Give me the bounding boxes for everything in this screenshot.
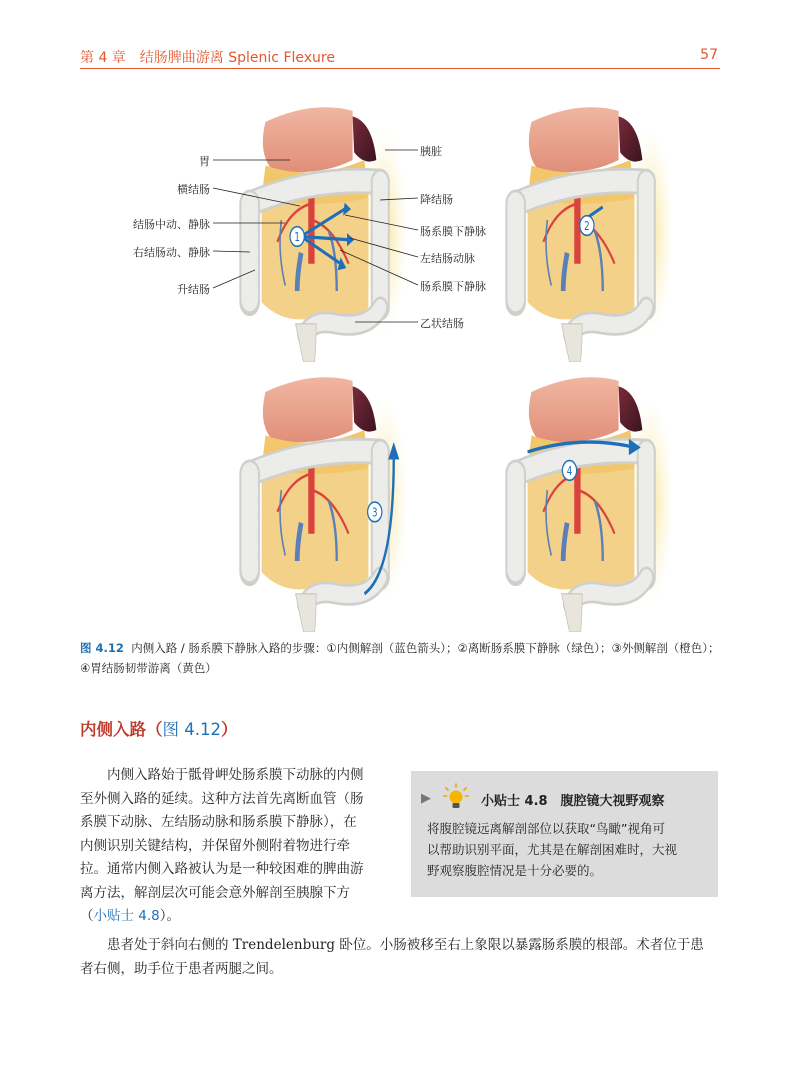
tip-title: 小贴士 4.8 腹腔镜大视野观察 <box>481 794 665 809</box>
step-number: 2 <box>584 219 590 234</box>
para2-line: 患者处于斜向右侧的 Trendelenburg 卧位。小肠被移至右上象限以暴露肠系膜的根部。术者位于患 <box>107 937 704 953</box>
page-number: 57 <box>700 47 718 63</box>
section-paren-close: ） <box>220 720 238 739</box>
body-paragraph-2 <box>80 934 720 981</box>
tip-body <box>427 818 712 881</box>
tip-line: 以帮助识别平面，尤其是在解剖困难时，大视 <box>427 842 678 857</box>
para1-line: 拉。通常内侧入路被认为是一种较困难的脾曲游 <box>80 861 364 877</box>
caption-text: 内侧入路 / 肠系膜下静脉入路的步骤：①内侧解剖（蓝色箭头）；②离断肠系膜下静脉（绿色）；③外侧解剖（橙色）；④胃结肠韧带游离（黄色） <box>80 641 720 675</box>
lightbulb-icon <box>443 783 469 813</box>
label-stomach: 胃 <box>199 155 210 168</box>
para1-last-line <box>80 905 386 929</box>
para1-line: 至外侧入路的延续。这种方法首先离断血管（肠 <box>80 790 364 807</box>
figure-panel-4 <box>484 370 674 632</box>
step-number: 3 <box>371 505 378 520</box>
tip-line: 将腹腔镜远离解剖部位以获取“鸟瞰”视角可 <box>427 821 665 836</box>
triangle-right-icon: ▶ <box>421 791 431 806</box>
label-transverse-colon: 横结肠 <box>177 183 210 196</box>
leader-lines <box>0 0 800 360</box>
figure-number: 图 4.12 <box>80 641 124 655</box>
figure-panel-2 <box>484 100 674 362</box>
label-sigmoid-colon: 乙状结肠 <box>420 317 464 330</box>
section-title: 内侧入路 <box>80 720 146 739</box>
section-paren-open: （ <box>146 720 163 739</box>
tip-line: 野观察腹腔情况是十分必要的。 <box>427 863 603 878</box>
step-number: 1 <box>294 230 300 245</box>
label-descending-colon: 降结肠 <box>420 193 453 206</box>
colon-illustration-3 <box>218 370 408 632</box>
para1-line: 离方法，解剖层次可能会意外解剖至胰腺下方 <box>80 884 350 901</box>
para2-line: 者右侧，助手位于患者两腿之间。 <box>80 960 283 977</box>
label-middle-colic-vessels: 结肠中动、静脉 <box>133 218 210 231</box>
chapter-title: 第 4 章 结肠脾曲游离 Splenic Flexure <box>80 50 335 66</box>
tip-reference-link: 小贴士 4.8 <box>93 908 160 924</box>
colon-illustration-2 <box>484 100 674 362</box>
colon-illustration-4 <box>484 370 674 632</box>
label-right-colic-vessels: 右结肠动、静脉 <box>133 246 210 259</box>
label-inferior-mesenteric-vein: 肠系膜下静脉 <box>420 225 486 238</box>
step-number: 4 <box>566 464 573 479</box>
label-pancreas: 胰脏 <box>420 145 442 158</box>
figure-caption <box>80 638 722 678</box>
label-left-colic-artery: 左结肠动脉 <box>420 252 475 265</box>
para1-line: 系膜下动脉、左结肠动脉和肠系膜下静脉），在 <box>80 814 357 830</box>
para1-line: 内侧入路始于骶骨岬处肠系膜下动脉的内侧 <box>107 767 364 783</box>
tip-box <box>411 771 718 897</box>
para1-paren-open: （ <box>80 908 94 924</box>
figure-panel-3 <box>218 370 408 632</box>
figure-reference-link: 图 4.12 <box>162 720 221 739</box>
para1-line: 内侧识别关键结构，并保留外侧附着物进行牵 <box>80 837 350 854</box>
section-heading <box>80 716 237 740</box>
para1-paren-close: ）。 <box>159 908 181 924</box>
label-ascending-colon: 升结肠 <box>177 283 210 296</box>
label-inferior-mesenteric-vein-2: 肠系膜下静脉 <box>420 280 486 293</box>
body-paragraph-1 <box>80 764 386 929</box>
